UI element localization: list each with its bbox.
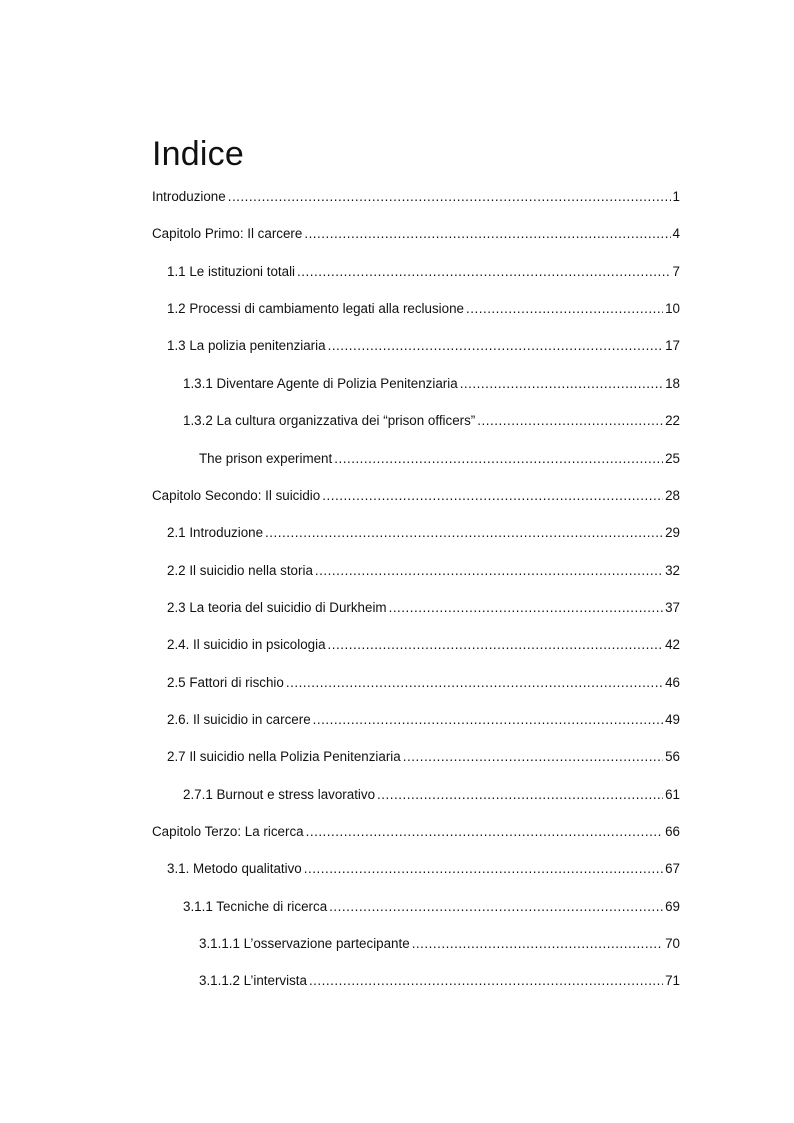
dot-leader [315, 561, 663, 581]
dot-leader [412, 934, 663, 954]
toc-entry[interactable] [167, 299, 680, 319]
toc-entry-label: The prison experiment [199, 451, 333, 466]
dot-leader [466, 299, 663, 319]
toc-entry[interactable] [167, 635, 680, 655]
toc-entry-label: 1.1 Le istituzioni totali [167, 264, 296, 279]
toc-entry[interactable] [152, 224, 680, 244]
toc-entry[interactable] [167, 523, 680, 543]
dot-leader [328, 635, 664, 655]
toc-entry-label: 2.7 Il suicidio nella Polizia Penitenziaria [167, 749, 401, 764]
toc-entry[interactable] [167, 262, 680, 282]
dot-leader [389, 598, 664, 618]
toc-entry-label: 1.2 Processi di cambiamento legati alla reclusione [167, 301, 464, 316]
toc-entry[interactable] [167, 673, 680, 693]
toc-entry-page: 25 [665, 451, 680, 466]
dot-leader [329, 897, 663, 917]
toc-entry-label: 2.5 Fattori di rischio [167, 675, 284, 690]
toc-entry-page: 66 [665, 824, 680, 839]
dot-leader [306, 822, 664, 842]
toc-entry-page: 71 [665, 973, 680, 988]
toc-entry-page: 61 [665, 787, 680, 802]
toc-entry-page: 37 [665, 600, 680, 615]
toc-entry-page: 42 [665, 637, 680, 652]
toc-entry-page: 56 [665, 749, 680, 764]
dot-leader [286, 673, 663, 693]
toc-entry-label: 2.1 Introduzione [167, 525, 264, 540]
dot-leader [265, 523, 663, 543]
page-title: Indice [152, 135, 244, 173]
toc-entry[interactable] [152, 822, 680, 842]
toc-entry[interactable] [183, 411, 680, 431]
toc-entry-page: 1 [672, 189, 680, 204]
toc-entry-label: 3.1.1.2 L’intervista [199, 973, 307, 988]
toc-entry-label: Introduzione [152, 189, 226, 204]
toc-entry[interactable] [183, 897, 680, 917]
toc-entry-page: 10 [665, 301, 680, 316]
toc-entry[interactable] [167, 336, 680, 356]
dot-leader [304, 859, 663, 879]
dot-leader [322, 486, 663, 506]
toc-entry[interactable] [183, 374, 680, 394]
dot-leader [334, 449, 663, 469]
toc-entry-page: 28 [665, 488, 680, 503]
toc-entry-page: 18 [665, 376, 680, 391]
dot-leader [403, 747, 663, 767]
toc-entry-label: 3.1. Metodo qualitativo [167, 861, 302, 876]
toc-entry-page: 69 [665, 899, 680, 914]
toc-entry-label: Capitolo Terzo: La ricerca [152, 824, 304, 839]
toc-entry-label: Capitolo Secondo: Il suicidio [152, 488, 321, 503]
toc-entry[interactable] [167, 598, 680, 618]
toc-entry[interactable] [167, 859, 680, 879]
dot-leader [304, 224, 670, 244]
toc-entry-page: 70 [665, 936, 680, 951]
toc-entry[interactable] [199, 971, 680, 991]
toc-entry-label: 1.3 La polizia penitenziaria [167, 338, 326, 353]
dot-leader [309, 971, 663, 991]
toc-entry-page: 4 [672, 226, 680, 241]
toc-entry-page: 67 [665, 861, 680, 876]
dot-leader [477, 411, 663, 431]
toc-entry-label: 2.3 La teoria del suicidio di Durkheim [167, 600, 387, 615]
toc-entry-label: Capitolo Primo: Il carcere [152, 226, 303, 241]
toc-entry-page: 46 [665, 675, 680, 690]
toc-entry[interactable] [167, 710, 680, 730]
toc-entry[interactable] [199, 449, 680, 469]
toc-entry-label: 1.3.1 Diventare Agente di Polizia Penitenziaria [183, 376, 458, 391]
dot-leader [377, 785, 663, 805]
toc-entry-label: 1.3.2 La cultura organizzativa dei “prison officers” [183, 413, 476, 428]
toc-entry-label: 3.1.1.1 L’osservazione partecipante [199, 936, 410, 951]
toc-entry-page: 7 [672, 264, 680, 279]
toc-entry-page: 29 [665, 525, 680, 540]
toc-entry-page: 17 [665, 338, 680, 353]
toc-entry-label: 2.7.1 Burnout e stress lavorativo [183, 787, 376, 802]
toc-entry-label: 2.6. Il suicidio in carcere [167, 712, 311, 727]
dot-leader [460, 374, 663, 394]
dot-leader [297, 262, 671, 282]
toc-entry[interactable] [152, 187, 680, 207]
toc-entry-page: 49 [665, 712, 680, 727]
toc-entry-label: 3.1.1 Tecniche di ricerca [183, 899, 328, 914]
toc-entry[interactable] [152, 486, 680, 506]
toc-entry[interactable] [199, 934, 680, 954]
toc-entry[interactable] [167, 561, 680, 581]
toc-entry-label: 2.2 Il suicidio nella storia [167, 563, 313, 578]
toc-entry[interactable] [167, 747, 680, 767]
toc-entry[interactable] [183, 785, 680, 805]
dot-leader [328, 336, 664, 356]
dot-leader [313, 710, 663, 730]
toc-entry-page: 32 [665, 563, 680, 578]
toc-entry-label: 2.4. Il suicidio in psicologia [167, 637, 326, 652]
toc-entry-page: 22 [665, 413, 680, 428]
dot-leader [228, 187, 671, 207]
